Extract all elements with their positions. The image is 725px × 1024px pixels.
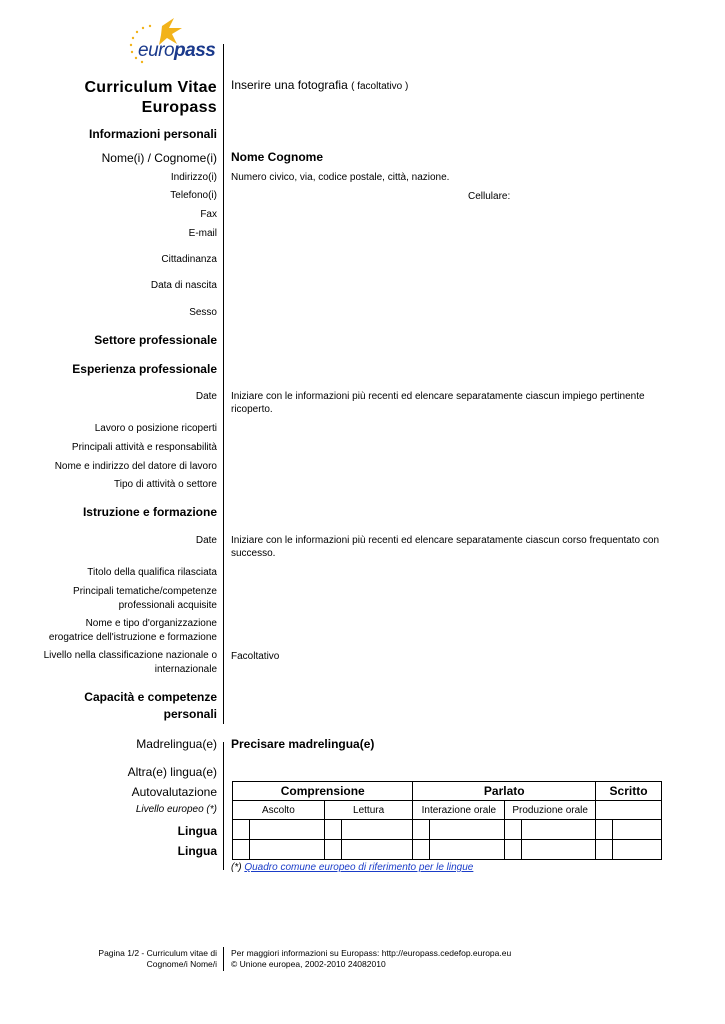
european-level-label: Livello europeo (*) <box>135 804 217 815</box>
table-cell[interactable] <box>596 820 613 840</box>
subheader-scritto-blank <box>596 801 662 820</box>
experience-date-label: Date <box>195 391 217 402</box>
table-cell[interactable] <box>430 840 505 860</box>
table-cell[interactable] <box>522 820 596 840</box>
citizenship-label: Cittadinanza <box>161 254 217 265</box>
name-label: Nome(i) / Cognome(i) <box>101 151 217 165</box>
cefr-link[interactable]: Quadro comune europeo di riferimento per le lingue <box>244 862 474 873</box>
table-cell[interactable] <box>233 820 250 840</box>
table-cell[interactable] <box>413 840 430 860</box>
experience-date-value[interactable]: Iniziare con le informazioni più recenti ed elencare separatamente ciascun impiego pertinente ricoperto. <box>231 391 645 415</box>
column-divider <box>223 44 224 724</box>
section-experience: Esperienza professionale <box>72 362 217 376</box>
activity-type-label: Tipo di attività o settore <box>113 479 217 490</box>
language-table <box>232 781 662 860</box>
address-value[interactable]: Numero civico, via, codice postale, città, nazione. <box>231 172 450 183</box>
education-date-value[interactable]: Iniziare con le informazioni più recenti ed elencare separatamente ciascun corso frequentato con successo. <box>231 535 660 559</box>
organisation-label: Nome e tipo d'organizzazione erogatrice dell'istruzione e formazione <box>48 618 217 643</box>
education-date-label: Date <box>195 535 217 546</box>
section-education: Istruzione e formazione <box>82 505 217 519</box>
fax-label: Fax <box>200 209 217 220</box>
cefr-note: (*) Quadro comune europeo di riferimento per le lingue <box>231 862 474 873</box>
mother-tongue-label: Madrelingua(e) <box>136 737 217 751</box>
europass-wordmark: europass <box>138 40 216 61</box>
subheader-lettura: Lettura <box>324 801 413 820</box>
qualification-label: Titolo della qualifica rilasciata <box>87 567 217 578</box>
employer-label: Nome e indirizzo del datore di lavoro <box>54 461 217 472</box>
footer-divider <box>223 947 224 971</box>
subheader-interazione: Interazione orale <box>413 801 505 820</box>
footer-europass-info: Per maggiori informazioni su Europass: http://europass.cedefop.europa.eu © Unione europea, 2002-2010 24082010 <box>231 948 512 969</box>
column-divider-lower <box>223 742 224 870</box>
section-skills: Capacità e competenze personali <box>84 690 217 721</box>
job-label: Lavoro o posizione ricoperti <box>94 423 217 434</box>
email-label: E-mail <box>188 228 217 239</box>
table-cell[interactable] <box>613 820 662 840</box>
self-assessment-label: Autovalutazione <box>131 785 217 799</box>
table-cell[interactable] <box>413 820 430 840</box>
footer-page-info: Pagina 1/2 - Curriculum vitae di Cognome/i Nome/i <box>98 948 217 969</box>
table-cell[interactable] <box>596 840 613 860</box>
table-cell[interactable] <box>430 820 505 840</box>
phone-label: Telefono(i) <box>170 190 217 201</box>
mother-tongue-value[interactable]: Precisare madrelingua(e) <box>231 737 375 751</box>
level-value[interactable]: Facoltativo <box>231 651 280 662</box>
table-row <box>233 840 662 860</box>
birth-date-label: Data di nascita <box>150 280 217 291</box>
subheader-produzione: Produzione orale <box>505 801 596 820</box>
section-sector: Settore professionale <box>94 333 217 347</box>
table-cell[interactable] <box>324 820 341 840</box>
table-header-row <box>233 782 662 801</box>
section-personal-info: Informazioni personali <box>88 127 217 141</box>
table-cell[interactable] <box>249 840 324 860</box>
table-cell[interactable] <box>505 820 522 840</box>
language-row-label-1: Lingua <box>177 824 217 838</box>
table-subheader-row <box>233 801 662 820</box>
photo-placeholder: Inserire una fotografia ( facoltativo ) <box>231 78 409 92</box>
header-scritto: Scritto <box>596 782 662 801</box>
activities-label: Principali attività e responsabilità <box>71 442 217 453</box>
mobile-label: Cellulare: <box>468 191 511 202</box>
table-cell[interactable] <box>341 820 413 840</box>
table-cell[interactable] <box>613 840 662 860</box>
subjects-label: Principali tematiche/competenze professionali acquisite <box>73 586 217 611</box>
table-cell[interactable] <box>505 840 522 860</box>
table-row <box>233 820 662 840</box>
table-cell[interactable] <box>522 840 596 860</box>
language-row-label-2: Lingua <box>177 844 217 858</box>
table-cell[interactable] <box>324 840 341 860</box>
other-languages-label: Altra(e) lingua(e) <box>127 765 217 779</box>
sex-label: Sesso <box>189 307 217 318</box>
name-value[interactable]: Nome Cognome <box>231 150 324 164</box>
header-parlato: Parlato <box>413 782 596 801</box>
subheader-ascolto: Ascolto <box>233 801 325 820</box>
table-cell[interactable] <box>233 840 250 860</box>
table-cell[interactable] <box>249 820 324 840</box>
cv-title: Curriculum Vitae Europass <box>84 79 217 116</box>
level-label: Livello nella classificazione nazionale o internazionale <box>43 650 217 675</box>
address-label: Indirizzo(i) <box>170 172 217 183</box>
europass-logo <box>122 14 217 66</box>
table-cell[interactable] <box>341 840 413 860</box>
header-comprensione: Comprensione <box>233 782 413 801</box>
